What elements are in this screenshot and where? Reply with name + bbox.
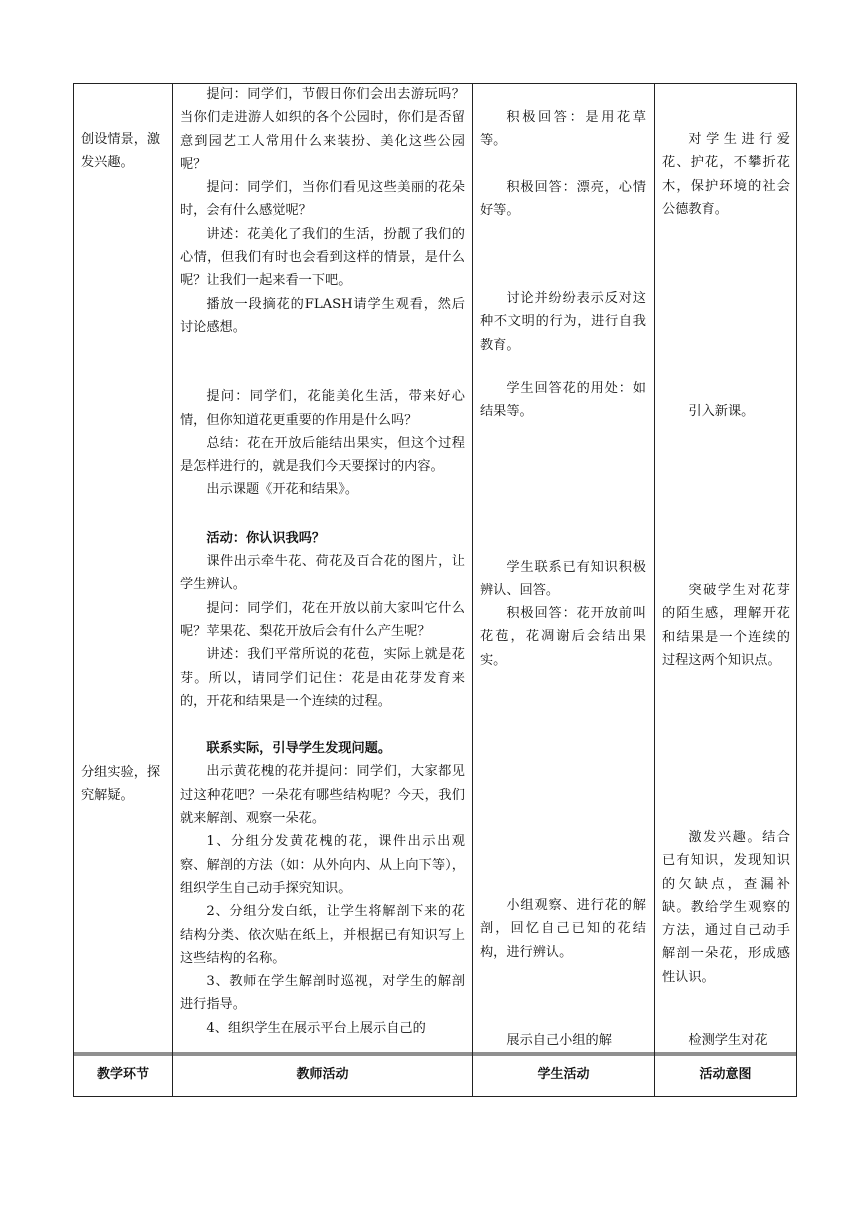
- stage-label: 创设情景，激发兴趣。: [81, 132, 161, 171]
- teacher-paragraph: 提问：同学们，节假日你们会出去游玩吗？当你们走进游人如织的各个公园时，你们是否留意到园艺工人常用什么来装扮、美化这些公园呢？: [180, 87, 465, 172]
- teacher-paragraph: 播放一段摘花的FLASH请学生观看，然后讨论感想。: [180, 296, 465, 335]
- teacher-paragraph: 讲述：我们平常所说的花苞，实际上就是花芽。所以，请同学们记住：花是由花芽发育来的，开花和结果是一个连续的过程。: [180, 647, 465, 709]
- student-activity: 学生回答花的用处：如结果等。: [480, 381, 646, 420]
- student-activity: 学生联系已有知识积极辨认、回答。: [480, 560, 646, 599]
- student-activity: 积极回答：漂亮，心情好等。: [480, 180, 646, 219]
- student-activity: 小组观察、进行花的解剖，回忆自己已知的花结构，进行辨认。: [480, 898, 646, 960]
- student-activity: 积极回答：是用花草等。: [480, 110, 646, 149]
- student-activity: 积极回答：花开放前叫花苞，花凋谢后会结出果实。: [480, 606, 646, 668]
- student-activity: 展示自己小组的解: [506, 1033, 612, 1048]
- teacher-paragraph: 1、分组分发黄花槐的花，课件出示出观察、解剖的方法（如：从外向内、从上向下等），组织学生自己动手探究知识。: [180, 834, 465, 896]
- teacher-paragraph: 提问：同学们，花能美化生活，带来好心情，但你知道花更重要的作用是什么吗？: [180, 389, 465, 428]
- teacher-paragraph: 2、分组分发白纸，让学生将解剖下来的花结构分类、依次贴在纸上，并根据已有知识写上这些结构的名称。: [180, 904, 465, 966]
- teacher-paragraph: 课件出示牵牛花、荷花及百合花的图片，让学生辨认。: [180, 554, 465, 593]
- student-activity: 讨论并纷纷表示反对这种不文明的行为，进行自我教育。: [480, 291, 646, 353]
- column-header-teacher: 教师活动: [296, 1067, 349, 1082]
- stage-cell-1: [81, 128, 165, 175]
- teacher-paragraph: 总结：花在开放后能结出果实，但这个过程是怎样进行的，就是我们今天要探讨的内容。: [180, 435, 465, 475]
- activity-heading: 活动：你认识我吗？: [206, 530, 326, 546]
- teacher-paragraph: 4、组织学生在展示平台上展示自己的: [206, 1020, 426, 1036]
- activity-intent: 突破学生对花芽的陌生感，理解开花和结果是一个连续的过程这两个知识点。: [662, 583, 790, 668]
- column-header-student: 学生活动: [537, 1067, 590, 1082]
- activity-intent: 检测学生对花: [688, 1033, 768, 1048]
- stage-cell-2: [81, 761, 165, 808]
- activity-intent: 对学生进行爱花、护花，不攀折花木，保护环境的社会公德教育。: [662, 132, 790, 217]
- teacher-paragraph: 出示课题《开花和结果》。: [206, 482, 359, 498]
- teacher-paragraph: 3、教师在学生解剖时巡视，对学生的解剖进行指导。: [180, 974, 465, 1013]
- activity-heading: 联系实际，引导学生发现问题。: [206, 741, 392, 757]
- teacher-paragraph: 提问：同学们，花在开放以前大家叫它什么呢？苹果花、梨花开放后会有什么产生呢？: [180, 600, 465, 639]
- activity-intent: 引入新课。: [688, 404, 755, 419]
- teacher-paragraph: 提问：同学们，当你们看见这些美丽的花朵时，会有什么感觉呢？: [180, 180, 465, 219]
- teacher-paragraph: 讲述：花美化了我们的生活，扮靓了我们的心情，但我们有时也会看到这样的情景，是什么呢？让我们一起来看一下吧。: [180, 226, 465, 289]
- teacher-paragraph: 出示黄花槐的花并提问：同学们，大家都见过这种花吧？一朵花有哪些结构呢？今天，我们就来解剖、观察一朵花。: [180, 764, 465, 827]
- column-header-stage: 教学环节: [96, 1067, 149, 1082]
- activity-intent: 激发兴趣。结合已有知识，发现知识的欠缺点，查漏补缺。教给学生观察的方法，通过自己动手解剖一朵花，形成感性认识。: [662, 830, 790, 985]
- column-header-intent: 活动意图: [699, 1067, 752, 1082]
- teacher-activity-cell: [180, 83, 465, 1040]
- stage-label: 分组实验，探究解疑。: [81, 765, 161, 804]
